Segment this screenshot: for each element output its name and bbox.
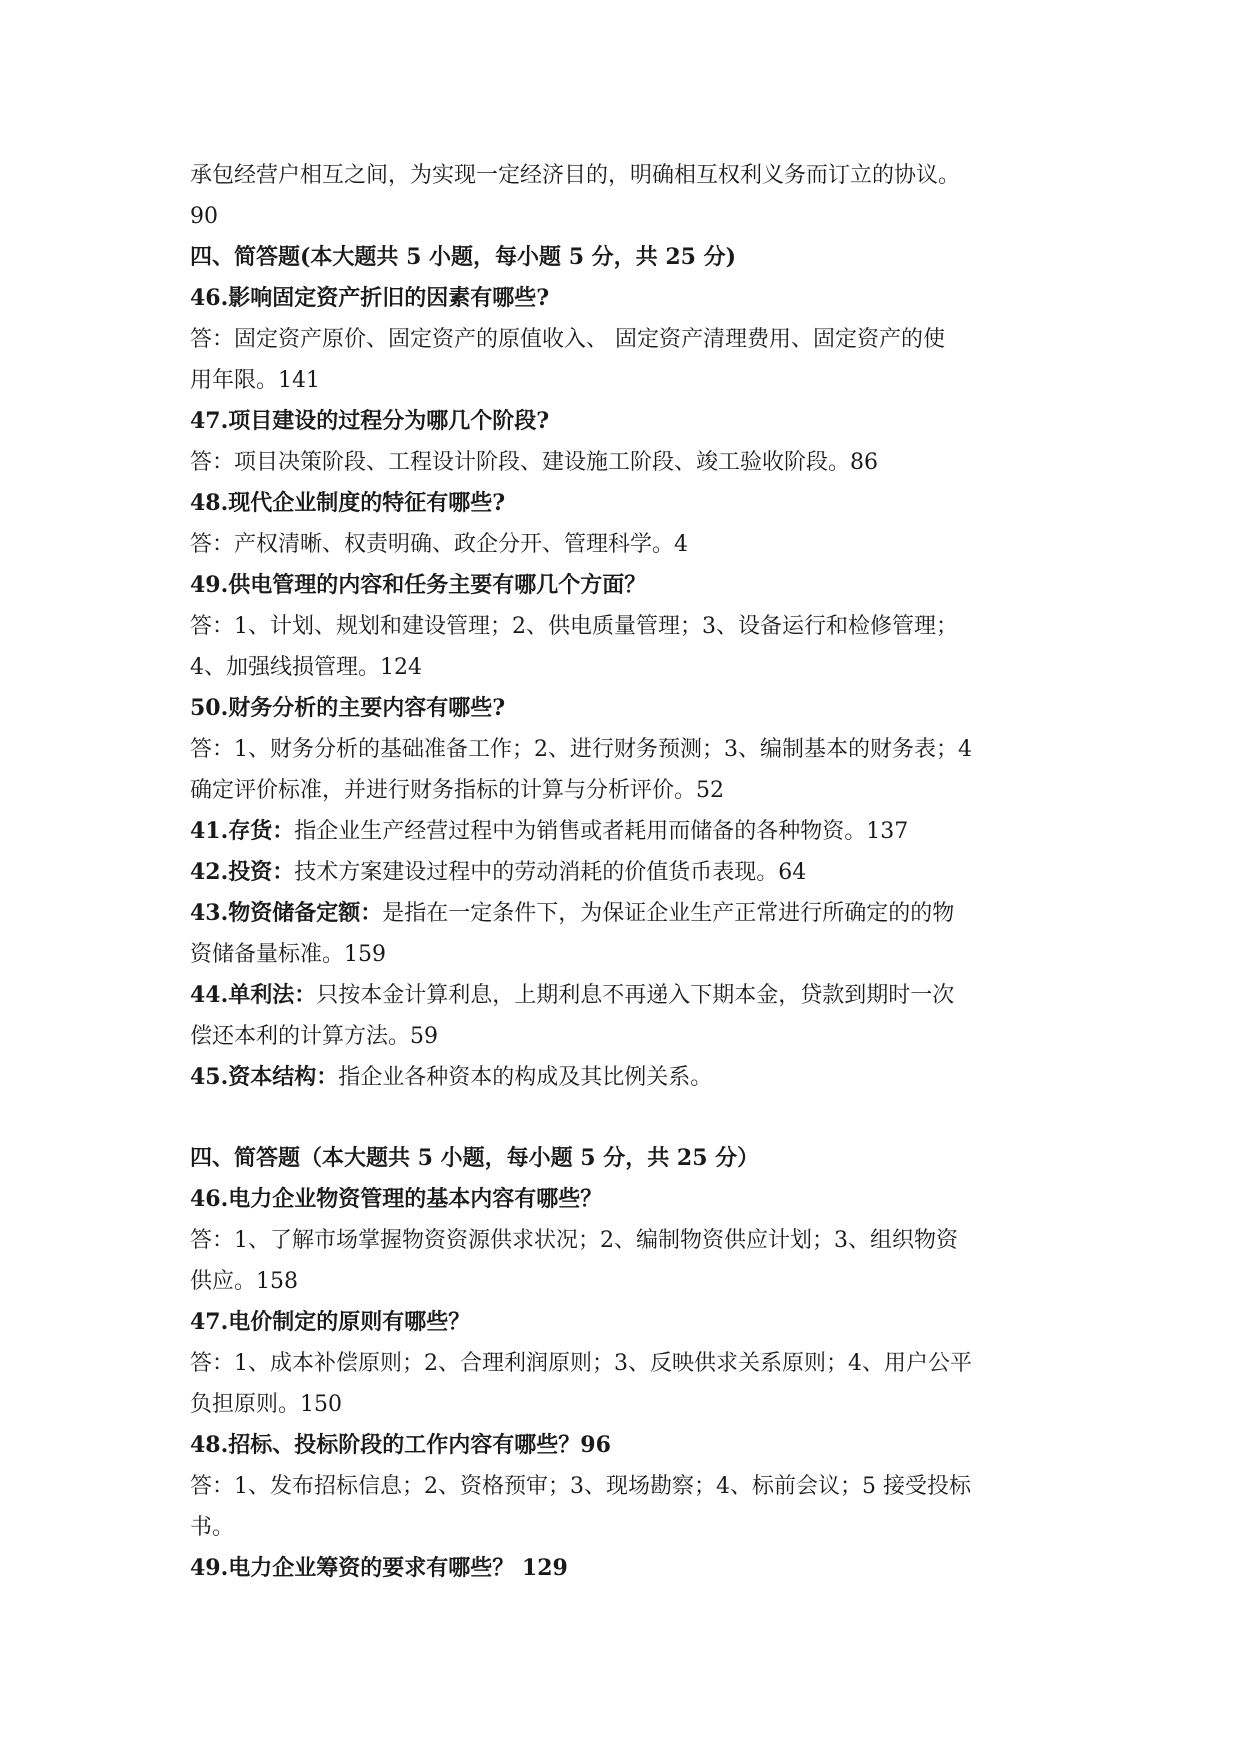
- definition-41: [190, 811, 1070, 852]
- definition-45: [190, 1057, 1070, 1098]
- definition-term: 41.存货：: [190, 818, 295, 844]
- question-49: 49.供电管理的内容和任务主要有哪几个方面？: [190, 572, 647, 598]
- answer-47-line1: 答：1、成本补偿原则；2、合理利润原则；3、反映供求关系原则；4、用户公平: [190, 1351, 972, 1376]
- answer-49-line1: 答：1、计划、规划和建设管理；2、供电质量管理；3、设备运行和检修管理；: [190, 614, 958, 639]
- answer-48: 答：产权清晰、权责明确、政企分开、管理科学。4: [190, 532, 688, 557]
- definition-term: 44.单利法：: [190, 982, 317, 1008]
- definition-43-continued: 资储备量标准。159: [190, 942, 386, 967]
- section-heading: 四、简答题（本大题共 5 小题，每小题 5 分，共 25 分）: [190, 1145, 760, 1171]
- answer-50-line1: 答：1、财务分析的基础准备工作；2、进行财务预测；3、编制基本的财务表；4: [190, 737, 972, 762]
- answer-47: 答：项目决策阶段、工程设计阶段、建设施工阶段、竣工验收阶段。86: [190, 450, 878, 475]
- question-49: 49.电力企业筹资的要求有哪些？ 129: [190, 1555, 568, 1581]
- question-50: 50.财务分析的主要内容有哪些?: [190, 695, 506, 721]
- question-46: 46.影响固定资产折旧的因素有哪些?: [190, 285, 550, 311]
- document-page: [190, 155, 1070, 1589]
- question-46: 46.电力企业物资管理的基本内容有哪些？: [190, 1186, 603, 1212]
- definition-term: 45.资本结构：: [190, 1064, 339, 1090]
- answer-47-line2: 负担原则。150: [190, 1392, 342, 1417]
- definition-43: [190, 893, 1070, 934]
- definition-text: 技术方案建设过程中的劳动消耗的价值货币表现。64: [294, 860, 807, 885]
- question-47: 47.项目建设的过程分为哪几个阶段?: [190, 408, 550, 434]
- question-48: 48.招标、投标阶段的工作内容有哪些？96: [190, 1432, 611, 1458]
- definition-44: [190, 975, 1070, 1016]
- answer-46-line2: 供应。158: [190, 1269, 298, 1294]
- answer-46-line1: 答：1、了解市场掌握物资资源供求状况；2、编制物资供应计划；3、组织物资: [190, 1228, 958, 1253]
- section-spacer: [190, 1098, 1070, 1138]
- definition-term: 42.投资：: [190, 859, 295, 885]
- definition-42: [190, 852, 1070, 893]
- question-47: 47.电价制定的原则有哪些？: [190, 1309, 471, 1335]
- answer-46-line1: 答：固定资产原价、固定资产的原值收入、 固定资产清理费用、固定资产的使: [190, 327, 945, 352]
- intro-page-ref: 90: [190, 204, 218, 229]
- definition-44-continued: 偿还本利的计算方法。59: [190, 1024, 438, 1049]
- answer-48-line1: 答：1、发布招标信息；2、资格预审；3、现场勘察；4、标前会议；5 接受投标: [190, 1474, 971, 1499]
- definition-text: 只按本金计算利息，上期利息不再递入下期本金，贷款到期时一次: [316, 983, 955, 1008]
- section-heading: 四、简答题(本大题共 5 小题，每小题 5 分，共 25 分): [190, 244, 737, 270]
- answer-48-line2: 书。: [190, 1515, 235, 1540]
- answer-46-line2: 用年限。141: [190, 368, 320, 393]
- definition-term: 43.物资储备定额：: [190, 900, 383, 926]
- answer-50-line2: 确定评价标准，并进行财务指标的计算与分析评价。52: [190, 778, 724, 803]
- intro-text: 承包经营户相互之间，为实现一定经济目的，明确相互权利义务而订立的协议。: [190, 163, 961, 188]
- definition-text: 指企业各种资本的构成及其比例关系。: [338, 1065, 713, 1090]
- question-48: 48.现代企业制度的特征有哪些?: [190, 490, 506, 516]
- answer-49-line2: 4、加强线损管理。124: [190, 655, 422, 680]
- definition-text: 是指在一定条件下，为保证企业生产正常进行所确定的的物: [382, 901, 955, 926]
- definition-text: 指企业生产经营过程中为销售或者耗用而储备的各种物资。137: [294, 819, 909, 844]
